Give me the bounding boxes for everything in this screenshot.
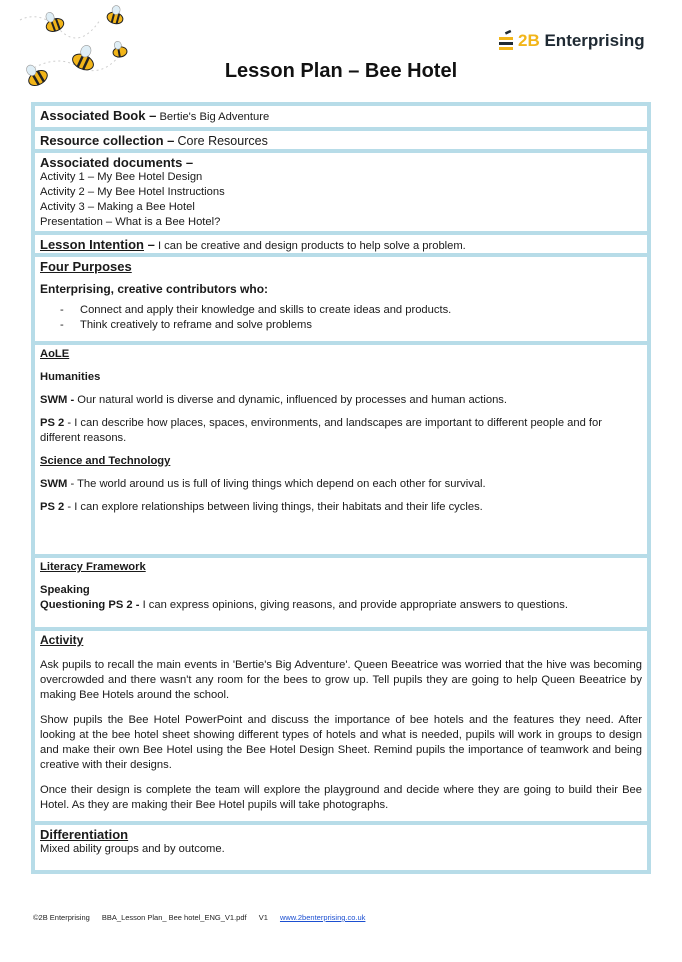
document-item: Activity 3 – Making a Bee Hotel [40, 201, 195, 213]
activity-row: Activity Ask pupils to recall the main events in 'Bertie's Big Adventure'. Queen Beeatrice was worried that the hive was becoming overcrowded and there wasn't any room for the bees to grow up. Tell pupils they are going to help Queen Beeatrice by making Bee Hotels around the school. Show pupils the Bee Hotel PowerPoint and discuss the importance of bee hotels and the features they need. After looking at the bee hotel sheet showing different types of hotels and what is needed, pupils will work in groups to design and make their own Bee Hotel using the Bee Hotel Design Sheet. Remind pupils the importance of teamwork and being creative with their designs. Once their design is complete the team will explore the playground and decide where they are going to build their Bee Hotel. As they are making their Bee Hotel pupils will take photographs. [35, 627, 647, 821]
questioning-ps2: Questioning PS 2 - I can express opinions, giving reasons, and provide appropriate answers to questions. [40, 599, 568, 611]
footer-filename: BBA_Lesson Plan_ Bee hotel_ENG_V1.pdf [101, 913, 247, 922]
resource-collection-value: Core Resources [177, 134, 268, 148]
science-heading: Science and Technology [40, 455, 171, 467]
humanities-ps2: PS 2 - I can describe how places, spaces, environments, and landscapes are important to different people and for different reasons. [40, 417, 602, 444]
bee-icon [111, 40, 128, 58]
humanities-swm: SWM - Our natural world is diverse and dynamic, influenced by processes and human actions. [40, 394, 507, 406]
bee-icon [42, 9, 66, 34]
activity-paragraph: Ask pupils to recall the main events in 'Bertie's Big Adventure'. Queen Beeatrice was worried that the hive was becoming overcrowded and there wasn't any room for the bees to grow up. Tell pupils they are going to help Queen Beeatrice by making Bee Hotels around the school. [40, 659, 642, 701]
associated-documents-row: Associated documents – Activity 1 – My Bee Hotel Design Activity 2 – My Bee Hotel Instructions Activity 3 – Making a Bee Hotel Presentation – What is a Bee Hotel? [35, 149, 647, 231]
lesson-intention-value: I can be creative and design products to help solve a problem. [157, 240, 466, 252]
humanities-heading: Humanities [40, 371, 101, 383]
document-item: Activity 1 – My Bee Hotel Design [40, 171, 203, 183]
associated-book-row: Associated Book – Bertie's Big Adventure [40, 108, 270, 123]
bees-illustration [0, 0, 140, 100]
speaking-heading: Speaking [40, 584, 90, 596]
logo-text: 2B Enterprising [518, 31, 645, 50]
differentiation-row: Differentiation Mixed ability groups and by outcome. [35, 821, 647, 870]
lesson-plan-table [31, 102, 651, 874]
science-ps2: PS 2 - I can explore relationships between living things, their habitats and their life cycles. [40, 501, 483, 513]
literacy-framework-row: Literacy Framework Speaking Questioning PS 2 - I can express opinions, giving reasons, and provide appropriate answers to questions. [35, 554, 647, 627]
page-footer [33, 913, 375, 922]
activity-paragraph: Show pupils the Bee Hotel PowerPoint and discuss the importance of bee hotels and the features they need. After looking at the bee hotel sheet showing different types of hotels and what is needed, pupils will work in groups to design and make their own Bee Hotel using the Bee Hotel Design Sheet. Remind pupils the importance of teamwork and being creative with their designs. [40, 714, 642, 771]
company-logo [497, 27, 645, 55]
page-title: Lesson Plan – Bee Hotel [224, 60, 458, 82]
document-item: Activity 2 – My Bee Hotel Instructions [40, 186, 225, 198]
footer-copyright: ©2B Enterprising [33, 913, 90, 922]
aole-row: AoLE Humanities SWM - Our natural world is diverse and dynamic, influenced by processes and human actions. PS 2 - I can describe how places, spaces, environments, and landscapes are important to different people and for different reasons. Science and Technology SWM - The world around us is full of living things which depend on each other for survival. PS 2 - I can explore relationships between living things, their habitats and their life cycles. [35, 341, 647, 554]
science-swm: SWM - The world around us is full of living things which depend on each other for survival. [40, 478, 486, 490]
four-purposes-row: Four Purposes Enterprising, creative contributors who: - Connect and apply their knowledge and skills to create ideas and products. - Think creatively to reframe and solve problems [35, 253, 647, 341]
associated-book-value: Bertie's Big Adventure [159, 111, 270, 123]
purpose-bullet: - Connect and apply their knowledge and skills to create ideas and products. [60, 304, 452, 316]
footer-website-link[interactable]: www.2benterprising.co.uk [279, 913, 366, 922]
purposes-subtitle: Enterprising, creative contributors who: [40, 282, 269, 296]
logo-bars-icon [497, 29, 515, 53]
resource-collection-row: Resource collection – Core Resources [35, 127, 647, 149]
bee-icon [106, 4, 126, 26]
document-item: Presentation – What is a Bee Hotel? [40, 216, 221, 228]
footer-version: V1 [258, 913, 268, 922]
activity-paragraph: Once their design is complete the team will explore the playground and decide where they are going to build their Bee Hotel. As they are making their Bee Hotel pupils will take photographs. [40, 784, 642, 811]
differentiation-value: Mixed ability groups and by outcome. [40, 843, 225, 855]
lesson-intention-row: Lesson Intention – I can be creative and design products to help solve a problem. [35, 231, 647, 253]
purpose-bullet: - Think creatively to reframe and solve problems [60, 319, 312, 331]
